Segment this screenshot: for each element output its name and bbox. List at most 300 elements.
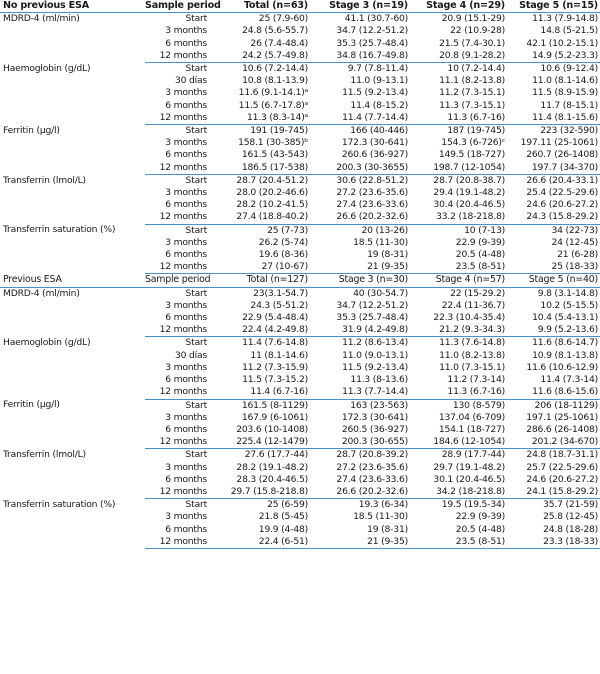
parameter-label: Transferrin saturation (%) <box>3 224 116 236</box>
parameter-label <box>0 511 145 523</box>
table-row <box>0 149 600 161</box>
sample-period: 6 months <box>165 149 207 161</box>
sample-period: 3 months <box>165 299 207 311</box>
value-cell: 27.2 (23.6-35.6) <box>336 187 408 199</box>
value-cell: 206 (18-1129) <box>534 399 598 411</box>
table-row <box>0 424 600 436</box>
table-row <box>0 162 600 175</box>
value-cell: 24.3 (15.8-29.2) <box>507 211 600 224</box>
table-row <box>0 337 600 350</box>
value-cell: 28.3 (20.4-46.5) <box>236 473 308 485</box>
parameter-label <box>0 162 145 175</box>
value-cell: 25.8 (12-45) <box>543 511 598 523</box>
value-cell: 27.6 (17.7-44) <box>244 449 308 461</box>
value-cell: 286.6 (26-1408) <box>526 423 598 435</box>
parameter-label <box>0 261 145 274</box>
value-cell: 201.2 (34-670) <box>507 436 600 449</box>
table-row <box>0 237 600 249</box>
value-cell: 21.5 (7.4-30.1) <box>439 37 505 49</box>
table-row <box>0 25 600 37</box>
sample-period: Start <box>185 13 207 25</box>
value-cell: 21.8 (5-45) <box>258 511 308 523</box>
parameter-label <box>0 38 145 50</box>
sample-period: 12 months <box>145 211 213 224</box>
value-cell: 20.5 (4-48) <box>455 523 505 535</box>
parameter-label <box>0 312 145 324</box>
value-cell: 223 (32-590) <box>540 125 598 137</box>
parameter-label: Haemoglobin (g/dL) <box>3 62 91 74</box>
value-cell: 34.7 (12.2-51.2) <box>336 299 408 311</box>
value-cell: 225.4 (12-1479) <box>213 436 310 449</box>
value-cell: 20 (13-26) <box>361 224 408 236</box>
value-cell: 25 (7-73) <box>267 224 308 236</box>
parameter-label <box>0 424 145 436</box>
value-cell: 154.1 (18-727) <box>438 423 505 435</box>
value-cell: 11.7 (8-15.1) <box>540 99 598 111</box>
parameter-label <box>0 324 145 337</box>
value-cell: 22.4 (4.2-49.8) <box>213 324 310 337</box>
sample-period: 3 months <box>165 25 207 37</box>
sample-period: 6 months <box>165 473 207 485</box>
parameter-label <box>0 536 145 549</box>
value-cell: 21 (6-28) <box>557 249 598 261</box>
value-cell: 11.4 (7.7-14.4) <box>310 112 410 125</box>
sample-period: 30 días <box>174 349 207 361</box>
parameter-label <box>0 50 145 63</box>
value-cell: 197.1 (25-1061) <box>526 411 598 423</box>
table-row <box>0 13 600 26</box>
parameter-label <box>0 386 145 399</box>
value-cell: 11.3 (8.3-14)ᵃ <box>213 112 310 125</box>
value-cell: 29.4 (19.1-48.2) <box>433 187 505 199</box>
value-cell: 11.3 (6.7-16) <box>410 112 507 125</box>
value-cell: 11.5 (6.7-17.8)ᵃ <box>238 99 308 111</box>
parameter-label: Transferrin saturation (%) <box>3 498 116 510</box>
table-row <box>0 50 600 63</box>
parameter-label <box>0 412 145 424</box>
value-cell: 25.4 (22.5-29.6) <box>526 187 598 199</box>
sample-period: 3 months <box>165 137 207 149</box>
sample-period: 3 months <box>165 411 207 423</box>
value-cell: 11.0 (9.0-13.1) <box>342 349 408 361</box>
value-cell: 18.5 (11-30) <box>353 511 408 523</box>
value-cell: 203.6 (10-1408) <box>236 423 308 435</box>
table-row <box>0 412 600 424</box>
value-cell: 23.5 (8-51) <box>410 536 507 549</box>
value-cell: 130 (8-579) <box>452 399 505 411</box>
value-cell: 10 (7.2-14.4) <box>447 63 505 75</box>
table-row <box>0 536 600 549</box>
sample-period: 3 months <box>165 187 207 199</box>
table-row <box>0 174 600 187</box>
value-cell: 26.2 (5-74) <box>258 236 308 248</box>
value-cell: 161.5 (43-543) <box>241 149 308 161</box>
value-cell: 11.4 (7.3-14) <box>540 374 598 386</box>
value-cell: 10.8 (8.1-13.9) <box>242 75 308 87</box>
value-cell: 11.0 (8.1-14.6) <box>532 75 598 87</box>
value-cell: 9.9 (5.2-13.6) <box>507 324 600 337</box>
table-row <box>0 249 600 261</box>
parameter-label <box>0 100 145 112</box>
sample-period: Start <box>185 287 207 299</box>
parameter-label <box>0 137 145 149</box>
value-cell: 21 (9-35) <box>310 536 410 549</box>
value-cell: 10 (7-13) <box>464 224 505 236</box>
sample-period: 12 months <box>145 324 213 337</box>
table-row <box>0 187 600 199</box>
parameter-label <box>0 362 145 374</box>
sample-period: Start <box>185 499 207 511</box>
table-row <box>0 499 600 512</box>
value-cell: 9.7 (7.8-11.4) <box>347 63 408 75</box>
value-cell: 26.6 (20.4-33.1) <box>526 174 598 186</box>
parameter-label <box>0 187 145 199</box>
sample-period: Start <box>185 399 207 411</box>
value-cell: 172.3 (30-641) <box>341 411 408 423</box>
value-cell: 11.3 (7.7-14.4) <box>310 386 410 399</box>
parameter-label: Transferrin (lmol/L) <box>3 449 86 461</box>
sample-period: 6 months <box>165 374 207 386</box>
value-cell: 197.7 (34-370) <box>507 162 600 175</box>
value-cell: 31.9 (4.2-49.8) <box>310 324 410 337</box>
value-cell: 186.5 (17-538) <box>213 162 310 175</box>
value-cell: 21 (9-35) <box>310 261 410 274</box>
table-row <box>0 224 600 237</box>
value-cell: 11 (8.1-14.6) <box>250 349 308 361</box>
table-row <box>0 362 600 374</box>
value-cell: 40 (30-54.7) <box>353 287 408 299</box>
value-cell: 197.11 (25-1061) <box>520 137 598 149</box>
table-row <box>0 137 600 149</box>
value-cell: 28.7 (20.4-51.2) <box>236 174 308 186</box>
table-row <box>0 386 600 399</box>
parameter-label <box>0 25 145 37</box>
column-header: Stage 4 (n=57) <box>410 274 507 287</box>
parameter-label: Ferritin (µg/l) <box>3 124 60 136</box>
group-title: No previous ESA <box>0 0 145 13</box>
value-cell: 27.4 (18.8-40.2) <box>213 211 310 224</box>
value-cell: 24.6 (20.6-27.2) <box>526 473 598 485</box>
value-cell: 27 (10-67) <box>213 261 310 274</box>
value-cell: 11.3 (6.7-16) <box>410 386 507 399</box>
sample-period: Start <box>185 449 207 461</box>
table-row <box>0 287 600 300</box>
value-cell: 26.6 (20.2-32.6) <box>310 486 410 499</box>
table-row <box>0 449 600 462</box>
table-row <box>0 350 600 362</box>
value-cell: 11.3 (8-13.6) <box>350 374 408 386</box>
value-cell: 28.2 (10.2-41.5) <box>236 199 308 211</box>
value-cell: 35.3 (25.7-48.4) <box>336 37 408 49</box>
value-cell: 137.04 (6-709) <box>438 411 505 423</box>
value-cell: 34.2 (18-218.8) <box>410 486 507 499</box>
value-cell: 10.4 (5.4-13.1) <box>532 312 598 324</box>
group-title: Previous ESA <box>0 274 145 287</box>
value-cell: 24.6 (20.6-27.2) <box>526 199 598 211</box>
table-row <box>0 112 600 125</box>
value-cell: 11.5 (9.2-13.4) <box>342 361 408 373</box>
value-cell: 260.7 (26-1408) <box>526 149 598 161</box>
value-cell: 20.9 (15.1-29) <box>441 13 505 25</box>
value-cell: 200.3 (30-3655) <box>310 162 410 175</box>
sample-period: 12 months <box>145 486 213 499</box>
column-header: Stage 5 (n=40) <box>507 274 600 287</box>
value-cell: 11.5 (8.9-15.9) <box>532 87 598 99</box>
value-cell: 29.7 (15.8-218.8) <box>213 486 310 499</box>
column-header: Total (n=63) <box>213 0 310 13</box>
parameter-label <box>0 474 145 486</box>
table-row <box>0 211 600 224</box>
sample-period: 12 months <box>145 436 213 449</box>
value-cell: 10.9 (8.1-13.8) <box>532 349 598 361</box>
value-cell: 22.3 (10.4-35.4) <box>433 312 505 324</box>
parameter-label <box>0 249 145 261</box>
sample-period: 3 months <box>165 361 207 373</box>
sample-period: 12 months <box>145 386 213 399</box>
sample-period: 6 months <box>165 523 207 535</box>
value-cell: 200.3 (30-655) <box>310 436 410 449</box>
sample-period: 12 months <box>145 536 213 549</box>
column-header: Stage 4 (n=29) <box>410 0 507 13</box>
table-row <box>0 199 600 211</box>
parameter-label <box>0 199 145 211</box>
table-row <box>0 436 600 449</box>
value-cell: 22 (10.9-28) <box>450 25 505 37</box>
value-cell: 25 (6-59) <box>267 499 308 511</box>
value-cell: 25 (18-33) <box>507 261 600 274</box>
value-cell: 11.6 (8.6-14.7) <box>532 337 598 349</box>
value-cell: 20.8 (9.1-28.2) <box>410 50 507 63</box>
parameter-label <box>0 237 145 249</box>
parameter-label: MDRD-4 (ml/min) <box>3 287 80 299</box>
value-cell: 24 (12-45) <box>551 236 598 248</box>
parameter-label: Ferritin (µg/l) <box>3 399 60 411</box>
value-cell: 24.2 (5.7-49.8) <box>213 50 310 63</box>
value-cell: 167.9 (6-1061) <box>241 411 308 423</box>
parameter-label <box>0 112 145 125</box>
value-cell: 11.4 (8-15.2) <box>350 99 408 111</box>
value-cell: 24.8 (5.6-55.7) <box>242 25 308 37</box>
value-cell: 24.8 (18.7-31.1) <box>526 449 598 461</box>
value-cell: 23.5 (8-51) <box>410 261 507 274</box>
sample-period: Start <box>185 63 207 75</box>
sample-period: 6 months <box>165 199 207 211</box>
value-cell: 26.6 (20.2-32.6) <box>310 211 410 224</box>
value-cell: 34.7 (12.2-51.2) <box>336 25 408 37</box>
parameter-label <box>0 524 145 536</box>
parameter-label: Haemoglobin (g/dL) <box>3 337 91 349</box>
value-cell: 10.2 (5-15.5) <box>540 299 598 311</box>
column-header: Stage 3 (n=30) <box>310 274 410 287</box>
value-cell: 14.8 (5-21.5) <box>540 25 598 37</box>
value-cell: 28.7 (20.8-38.7) <box>433 174 505 186</box>
value-cell: 11.3 (7.6-14.8) <box>439 337 505 349</box>
value-cell: 22.9 (9-39) <box>455 236 505 248</box>
value-cell: 163 (23-563) <box>350 399 408 411</box>
parameter-label <box>0 436 145 449</box>
value-cell: 41.1 (30.7-60) <box>344 13 408 25</box>
value-cell: 11.2 (7.3-15.1) <box>439 87 505 99</box>
value-cell: 11.4 (7.6-14.8) <box>242 337 308 349</box>
value-cell: 19.3 (6-34) <box>358 499 408 511</box>
value-cell: 10.6 (9-12.4) <box>540 63 598 75</box>
table-row <box>0 324 600 337</box>
value-cell: 27.2 (23.6-35.6) <box>336 461 408 473</box>
table-row <box>0 511 600 523</box>
value-cell: 22.9 (9-39) <box>455 511 505 523</box>
value-cell: 34 (22-73) <box>551 224 598 236</box>
sample-period: Start <box>185 174 207 186</box>
table-row <box>0 63 600 76</box>
value-cell: 154.3 (6-726)ᶜ <box>441 137 505 149</box>
parameter-label <box>0 87 145 99</box>
table-row <box>0 261 600 274</box>
value-cell: 33.2 (18-218.8) <box>410 211 507 224</box>
value-cell: 11.2 (7.3-15.9) <box>242 361 308 373</box>
parameter-label <box>0 75 145 87</box>
value-cell: 22.4 (11-36.7) <box>441 299 505 311</box>
value-cell: 9.8 (3.1-14.8) <box>537 287 598 299</box>
table-row <box>0 486 600 499</box>
value-cell: 166 (40-446) <box>350 125 408 137</box>
value-cell: 11.0 (8.2-13.8) <box>439 349 505 361</box>
value-cell: 11.5 (7.3-15.2) <box>242 374 308 386</box>
value-cell: 172.3 (30-641) <box>341 137 408 149</box>
sample-period: 3 months <box>165 511 207 523</box>
value-cell: 35.3 (25.7-48.4) <box>336 312 408 324</box>
sample-period: 6 months <box>165 99 207 111</box>
value-cell: 24.3 (5-51.2) <box>250 299 308 311</box>
value-cell: 22 (15-29.2) <box>450 287 505 299</box>
value-cell: 19.9 (4-48) <box>258 523 308 535</box>
sample-period: 6 months <box>165 37 207 49</box>
sample-period: 6 months <box>165 423 207 435</box>
sample-period: 6 months <box>165 249 207 261</box>
value-cell: 11.2 (7.3-14) <box>447 374 505 386</box>
value-cell: 11.0 (7.3-15.1) <box>439 361 505 373</box>
parameter-label <box>0 462 145 474</box>
value-cell: 19.5 (19.5-34) <box>441 499 505 511</box>
sample-period: 12 months <box>145 50 213 63</box>
column-header: Sample period <box>145 274 213 287</box>
table-row <box>0 374 600 386</box>
table-row <box>0 524 600 536</box>
value-cell: 161.5 (8-1129) <box>241 399 308 411</box>
table-row <box>0 312 600 324</box>
sample-period: Start <box>185 125 207 137</box>
parameter-label: Transferrin (lmol/L) <box>3 174 86 186</box>
value-cell: 19 (8-31) <box>367 249 408 261</box>
group-header-row <box>0 274 600 287</box>
value-cell: 30.4 (20.4-46.5) <box>433 199 505 211</box>
sample-period: 3 months <box>165 236 207 248</box>
parameter-label <box>0 300 145 312</box>
parameter-label <box>0 374 145 386</box>
parameter-label <box>0 486 145 499</box>
value-cell: 28.9 (17.7-44) <box>441 449 505 461</box>
table-row <box>0 125 600 138</box>
table-row <box>0 462 600 474</box>
value-cell: 11.6 (8.6-15.6) <box>507 386 600 399</box>
sample-period: Start <box>185 224 207 236</box>
value-cell: 29.7 (19.1-48.2) <box>433 461 505 473</box>
value-cell: 23(3.1-54.7) <box>253 287 308 299</box>
value-cell: 11.3 (7.3-15.1) <box>439 99 505 111</box>
value-cell: 22.9 (5.4-48.4) <box>242 312 308 324</box>
value-cell: 34.8 (16.7-49.8) <box>310 50 410 63</box>
table-row <box>0 38 600 50</box>
value-cell: 28.7 (20.8-39.2) <box>336 449 408 461</box>
sample-period: 12 months <box>145 162 213 175</box>
sample-period: 3 months <box>165 87 207 99</box>
value-cell: 11.4 (6.7-16) <box>213 386 310 399</box>
table-row <box>0 100 600 112</box>
value-cell: 25 (7.9-60) <box>258 13 308 25</box>
table-row <box>0 87 600 99</box>
value-cell: 260.6 (36-927) <box>341 149 408 161</box>
value-cell: 35.7 (21-59) <box>543 499 598 511</box>
sample-period: Start <box>185 337 207 349</box>
value-cell: 19.6 (8-36) <box>258 249 308 261</box>
table-row <box>0 300 600 312</box>
table-row <box>0 75 600 87</box>
sample-period: 12 months <box>145 261 213 274</box>
value-cell: 191 (19-745) <box>250 125 308 137</box>
value-cell: 187 (19-745) <box>447 125 505 137</box>
value-cell: 30.1 (20.4-46.5) <box>433 473 505 485</box>
value-cell: 25.7 (22.5-29.6) <box>526 461 598 473</box>
value-cell: 27.4 (23.6-33.6) <box>336 199 408 211</box>
value-cell: 27.4 (23.6-33.6) <box>336 473 408 485</box>
parameter-label: MDRD-4 (ml/min) <box>3 13 80 25</box>
parameter-label <box>0 149 145 161</box>
value-cell: 149.5 (18-727) <box>438 149 505 161</box>
value-cell: 158.1 (30-385)ᵇ <box>238 137 308 149</box>
table-row <box>0 474 600 486</box>
value-cell: 24.8 (18-28) <box>543 523 598 535</box>
sample-period: 6 months <box>165 312 207 324</box>
value-cell: 20.5 (4-48) <box>455 249 505 261</box>
value-cell: 11.5 (9.2-13.4) <box>342 87 408 99</box>
sample-period: 30 días <box>174 75 207 87</box>
sample-period: 3 months <box>165 461 207 473</box>
value-cell: 260.5 (36-927) <box>341 423 408 435</box>
value-cell: 30.6 (22.8-51.2) <box>336 174 408 186</box>
value-cell: 28.0 (20.2-46.6) <box>236 187 308 199</box>
parameter-label <box>0 350 145 362</box>
value-cell: 14.9 (5.2-23.3) <box>507 50 600 63</box>
column-header: Sample period <box>145 0 221 11</box>
value-cell: 19 (8-31) <box>367 523 408 535</box>
group-header-row <box>0 0 600 13</box>
column-header: Stage 3 (n=19) <box>310 0 410 13</box>
value-cell: 11.0 (9-13.1) <box>350 75 408 87</box>
value-cell: 11.2 (8.6-13.4) <box>342 337 408 349</box>
value-cell: 10.6 (7.2-14.4) <box>242 63 308 75</box>
value-cell: 18.5 (11-30) <box>353 236 408 248</box>
value-cell: 23.3 (18-33) <box>507 536 600 549</box>
value-cell: 26 (7.4-48.4) <box>250 37 308 49</box>
value-cell: 11.4 (8.1-15.6) <box>507 112 600 125</box>
table-row <box>0 399 600 412</box>
value-cell: 11.3 (7.9-14.8) <box>532 13 598 25</box>
value-cell: 11.6 (10.6-12.9) <box>526 361 598 373</box>
column-header: Stage 5 (n=15) <box>507 0 600 13</box>
value-cell: 24.1 (15.8-29.2) <box>507 486 600 499</box>
value-cell: 42.1 (10.2-15.1) <box>526 37 598 49</box>
column-header: Total (n=127) <box>213 274 310 287</box>
sample-period: 12 months <box>145 112 213 125</box>
